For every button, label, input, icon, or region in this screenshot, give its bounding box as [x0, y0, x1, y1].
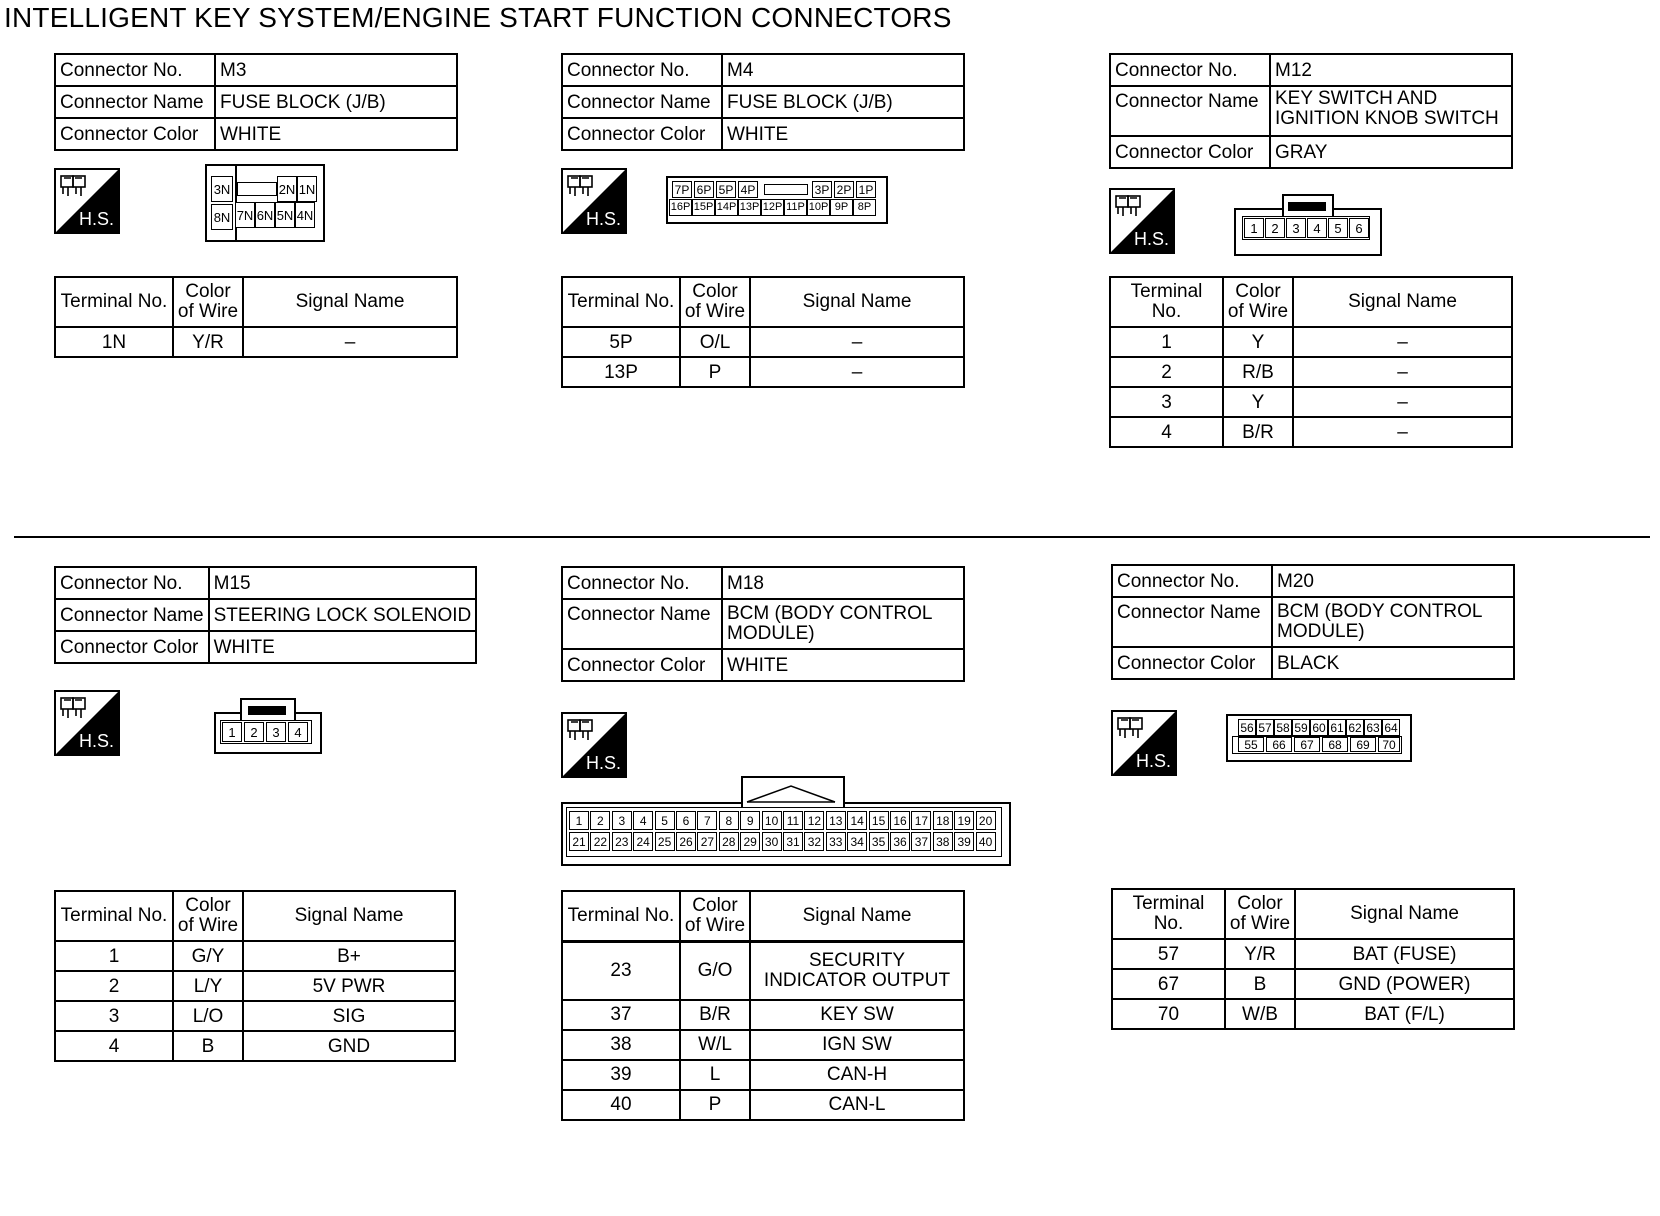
pin: 5P	[716, 181, 736, 198]
pin: 24	[633, 832, 653, 851]
hs-badge-m12	[1109, 188, 1175, 254]
connector-name-value: FUSE BLOCK (J/B)	[722, 86, 964, 118]
pin: 12P	[761, 199, 784, 216]
wire-color: Y/R	[173, 327, 243, 357]
hs-label: H.S.	[1133, 229, 1169, 249]
hs-label: H.S.	[78, 731, 114, 751]
table-row	[562, 1090, 964, 1120]
hs-label: H.S.	[1135, 751, 1171, 771]
wire-color: W/B	[1225, 999, 1295, 1029]
pin: 34	[847, 832, 867, 851]
connector-info-m15	[54, 566, 477, 664]
connector-no-label: Connector No.	[1112, 565, 1272, 597]
wire-color: Y/R	[1225, 939, 1295, 969]
pin: 69	[1350, 737, 1376, 752]
pin: 2	[244, 722, 264, 742]
pin: 29	[740, 832, 760, 851]
hs-badge-m3	[54, 168, 120, 234]
connector-info-m18	[561, 566, 965, 682]
terminal-table-m3	[54, 276, 458, 358]
connector-color-label: Connector Color	[1112, 647, 1272, 679]
pin: 38	[933, 832, 953, 851]
hs-badge-m4	[561, 168, 627, 234]
pin: 18	[933, 811, 953, 830]
pin: 4N	[295, 202, 315, 228]
latch	[248, 706, 286, 715]
signal-name: GND (POWER)	[1295, 969, 1514, 999]
table-row	[562, 1060, 964, 1090]
connector-no-value: M12	[1270, 54, 1512, 86]
signal-name: B+	[243, 941, 455, 971]
connector-face-m18	[561, 776, 1011, 866]
hs-badge-m20	[1111, 710, 1177, 776]
wire-color: L/Y	[173, 971, 243, 1001]
pin: 1P	[856, 181, 876, 198]
table-row	[562, 327, 964, 357]
pin: 6	[676, 811, 696, 830]
pin: 33	[826, 832, 846, 851]
latch-chevron	[745, 784, 837, 804]
pin: 36	[890, 832, 910, 851]
wire-color-header: Color of Wire	[173, 277, 243, 327]
pin: 12	[804, 811, 824, 830]
pin: 6P	[694, 181, 714, 198]
pin: 37	[911, 832, 931, 851]
hs-label: H.S.	[78, 209, 114, 229]
terminal-table-m4	[561, 276, 965, 388]
wire-color: G/O	[680, 941, 750, 1000]
signal-name: BAT (FUSE)	[1295, 939, 1514, 969]
connector-color-label: Connector Color	[55, 118, 215, 150]
pin: 66	[1266, 737, 1292, 752]
signal-name-header: Signal Name	[1293, 277, 1512, 327]
pin: 56	[1238, 719, 1256, 736]
pin: 20	[976, 811, 996, 830]
pin: 1	[222, 722, 242, 742]
pin: 4	[633, 811, 653, 830]
pin: 7P	[672, 181, 692, 198]
connector-name-label: Connector Name	[1110, 86, 1270, 136]
table-row	[55, 941, 455, 971]
table-row	[1112, 939, 1514, 969]
pin: 63	[1364, 719, 1382, 736]
signal-name-header: Signal Name	[1295, 889, 1514, 939]
terminal-no: 4	[1110, 417, 1223, 447]
hs-label: H.S.	[585, 753, 621, 773]
table-row	[562, 941, 964, 1000]
connector-face-m20	[1226, 714, 1412, 762]
pin: 5	[655, 811, 675, 830]
pin: 15P	[692, 199, 715, 216]
wire-color-header: Color of Wire	[680, 277, 750, 327]
terminal-no: 1	[1110, 327, 1223, 357]
signal-name: SECURITY INDICATOR OUTPUT	[750, 941, 964, 1000]
connector-info-m20	[1111, 564, 1515, 680]
table-row	[1110, 417, 1512, 447]
pin: 14P	[715, 199, 738, 216]
connector-info-m12	[1109, 53, 1513, 169]
pin: 57	[1256, 719, 1274, 736]
wire-color: G/Y	[173, 941, 243, 971]
terminal-no-header: Terminal No.	[1110, 277, 1223, 327]
connector-name-value: KEY SWITCH AND IGNITION KNOB SWITCH	[1270, 86, 1512, 136]
table-row	[1110, 357, 1512, 387]
pin: 8	[719, 811, 739, 830]
pin: 27	[697, 832, 717, 851]
terminal-no: 37	[562, 1000, 680, 1030]
pin: 31	[783, 832, 803, 851]
table-row	[562, 1030, 964, 1060]
terminal-no-header: Terminal No.	[55, 277, 173, 327]
wire-color: W/L	[680, 1030, 750, 1060]
table-row	[562, 357, 964, 387]
pin: 59	[1292, 719, 1310, 736]
pin: 1N	[297, 176, 317, 202]
connector-name-label: Connector Name	[55, 599, 209, 631]
pin: 16P	[669, 199, 692, 216]
pin: 26	[676, 832, 696, 851]
pin: 16	[890, 811, 910, 830]
page-title: INTELLIGENT KEY SYSTEM/ENGINE START FUNCTION CONNECTORS	[4, 2, 952, 33]
connector-no-value: M15	[209, 567, 477, 599]
connector-color-value: GRAY	[1270, 136, 1512, 168]
pin: 64	[1382, 719, 1400, 736]
connector-color-label: Connector Color	[55, 631, 209, 663]
wire-color: B/R	[680, 1000, 750, 1030]
table-row	[1110, 327, 1512, 357]
pin: 61	[1328, 719, 1346, 736]
signal-name: –	[750, 357, 964, 387]
connector-color-label: Connector Color	[562, 649, 722, 681]
table-row	[1112, 999, 1514, 1029]
wire-color: B/R	[1223, 417, 1293, 447]
terminal-no: 5P	[562, 327, 680, 357]
wire-color-header: Color of Wire	[173, 891, 243, 941]
table-row	[55, 1001, 455, 1031]
connector-face-m4	[666, 176, 888, 224]
pin: 28	[719, 832, 739, 851]
terminal-no: 4	[55, 1031, 173, 1061]
connector-face-m3	[205, 164, 325, 242]
wire-color: Y	[1223, 327, 1293, 357]
wire-color: B	[1225, 969, 1295, 999]
pin: 68	[1322, 737, 1348, 752]
pin: 14	[847, 811, 867, 830]
wire-color-header: Color of Wire	[680, 891, 750, 941]
table-row	[1112, 969, 1514, 999]
wire-color: P	[680, 357, 750, 387]
terminal-table-m12	[1109, 276, 1513, 448]
signal-name: BAT (F/L)	[1295, 999, 1514, 1029]
latch	[237, 182, 277, 196]
pin: 9P	[830, 199, 853, 216]
pin: 3P	[812, 181, 832, 198]
signal-name-header: Signal Name	[750, 891, 964, 941]
connector-color-value: WHITE	[722, 649, 964, 681]
pin: 21	[569, 832, 589, 851]
pin: 39	[954, 832, 974, 851]
terminal-no: 3	[55, 1001, 173, 1031]
pin: 32	[804, 832, 824, 851]
pin: 10P	[807, 199, 830, 216]
table-row	[562, 1000, 964, 1030]
connector-info-m3	[54, 53, 458, 151]
signal-name: –	[1293, 327, 1512, 357]
connector-no-value: M4	[722, 54, 964, 86]
pin: 19	[954, 811, 974, 830]
connector-no-value: M20	[1272, 565, 1514, 597]
connector-name-label: Connector Name	[55, 86, 215, 118]
terminal-no: 13P	[562, 357, 680, 387]
connector-color-value: BLACK	[1272, 647, 1514, 679]
signal-name: KEY SW	[750, 1000, 964, 1030]
signal-name-header: Signal Name	[243, 891, 455, 941]
pin: 13P	[738, 199, 761, 216]
pin: 7N	[235, 202, 255, 228]
table-row	[55, 1031, 455, 1061]
connector-name-value: BCM (BODY CONTROL MODULE)	[1272, 597, 1514, 647]
terminal-no: 40	[562, 1090, 680, 1120]
terminal-table-m20	[1111, 888, 1515, 1030]
hs-label: H.S.	[585, 209, 621, 229]
terminal-no: 57	[1112, 939, 1225, 969]
connector-info-m4	[561, 53, 965, 151]
connector-name-value: BCM (BODY CONTROL MODULE)	[722, 599, 964, 649]
signal-name: –	[750, 327, 964, 357]
signal-name: SIG	[243, 1001, 455, 1031]
terminal-table-m15	[54, 890, 456, 1062]
wire-color: O/L	[680, 327, 750, 357]
pin: 6	[1349, 218, 1369, 238]
table-row	[1110, 387, 1512, 417]
terminal-no: 23	[562, 941, 680, 1000]
pin: 5N	[275, 202, 295, 228]
pin: 62	[1346, 719, 1364, 736]
connector-no-label: Connector No.	[1110, 54, 1270, 86]
pin: 1	[1244, 218, 1264, 238]
connector-color-value: WHITE	[722, 118, 964, 150]
pin: 40	[976, 832, 996, 851]
signal-name: –	[1293, 387, 1512, 417]
terminal-table-m18	[561, 890, 965, 1121]
pin: 55	[1238, 737, 1264, 752]
pin: 70	[1378, 737, 1400, 752]
connector-no-label: Connector No.	[562, 567, 722, 599]
terminal-no-header: Terminal No.	[562, 891, 680, 941]
connector-no-label: Connector No.	[55, 54, 215, 86]
wire-color-header: Color of Wire	[1223, 277, 1293, 327]
pin: 3	[1286, 218, 1306, 238]
terminal-no: 2	[1110, 357, 1223, 387]
wire-color: R/B	[1223, 357, 1293, 387]
pin: 11P	[784, 199, 807, 216]
signal-name-header: Signal Name	[243, 277, 457, 327]
pin: 3N	[211, 176, 233, 202]
pin: 5	[1328, 218, 1348, 238]
signal-name: –	[1293, 417, 1512, 447]
connector-color-value: WHITE	[209, 631, 477, 663]
connector-name-label: Connector Name	[562, 599, 722, 649]
pin: 35	[869, 832, 889, 851]
pin: 58	[1274, 719, 1292, 736]
pin: 8N	[211, 204, 233, 230]
connector-name-value: STEERING LOCK SOLENOID	[209, 599, 477, 631]
connector-no-value: M18	[722, 567, 964, 599]
pin: 3	[266, 722, 286, 742]
pin: 4P	[738, 181, 758, 198]
pin: 4	[288, 722, 308, 742]
pin: 13	[826, 811, 846, 830]
table-row	[55, 971, 455, 1001]
hs-badge-m15	[54, 690, 120, 756]
signal-name: GND	[243, 1031, 455, 1061]
terminal-no-header: Terminal No.	[1112, 889, 1225, 939]
pin: 9	[740, 811, 760, 830]
pin: 22	[590, 832, 610, 851]
wire-color: P	[680, 1090, 750, 1120]
connector-no-label: Connector No.	[562, 54, 722, 86]
wire-color: Y	[1223, 387, 1293, 417]
pin: 6N	[255, 202, 275, 228]
terminal-no-header: Terminal No.	[55, 891, 173, 941]
table-row	[55, 327, 457, 357]
connector-face-m15	[214, 698, 322, 754]
connector-no-value: M3	[215, 54, 457, 86]
terminal-no: 38	[562, 1030, 680, 1060]
pin: 67	[1294, 737, 1320, 752]
pin: 15	[869, 811, 889, 830]
terminal-no: 1	[55, 941, 173, 971]
pin: 3	[612, 811, 632, 830]
hs-badge-m18	[561, 712, 627, 778]
wire-color: B	[173, 1031, 243, 1061]
connector-name-value: FUSE BLOCK (J/B)	[215, 86, 457, 118]
connector-no-label: Connector No.	[55, 567, 209, 599]
signal-name: –	[1293, 357, 1512, 387]
signal-name: CAN-L	[750, 1090, 964, 1120]
pin: 1	[569, 811, 589, 830]
latch	[1288, 202, 1326, 211]
terminal-no-header: Terminal No.	[562, 277, 680, 327]
pin: 10	[762, 811, 782, 830]
signal-name: –	[243, 327, 457, 357]
pin: 2N	[277, 176, 297, 202]
wire-color: L/O	[173, 1001, 243, 1031]
signal-name: IGN SW	[750, 1030, 964, 1060]
signal-name-header: Signal Name	[750, 277, 964, 327]
connector-color-label: Connector Color	[562, 118, 722, 150]
wire-color-header: Color of Wire	[1225, 889, 1295, 939]
connector-color-value: WHITE	[215, 118, 457, 150]
pin: 23	[612, 832, 632, 851]
section-divider	[14, 536, 1650, 538]
signal-name: 5V PWR	[243, 971, 455, 1001]
pin: 60	[1310, 719, 1328, 736]
signal-name: CAN-H	[750, 1060, 964, 1090]
terminal-no: 3	[1110, 387, 1223, 417]
pin: 17	[911, 811, 931, 830]
terminal-no: 70	[1112, 999, 1225, 1029]
pin: 7	[697, 811, 717, 830]
terminal-no: 1N	[55, 327, 173, 357]
pin: 8P	[853, 199, 876, 216]
pin: 25	[655, 832, 675, 851]
connector-face-m12	[1234, 194, 1382, 256]
terminal-no: 67	[1112, 969, 1225, 999]
pin: 11	[783, 811, 803, 830]
pin: 2	[1265, 218, 1285, 238]
pin: 2P	[834, 181, 854, 198]
pin: 4	[1307, 218, 1327, 238]
connector-color-label: Connector Color	[1110, 136, 1270, 168]
latch	[764, 184, 808, 195]
pin: 2	[590, 811, 610, 830]
connector-name-label: Connector Name	[562, 86, 722, 118]
terminal-no: 2	[55, 971, 173, 1001]
terminal-no: 39	[562, 1060, 680, 1090]
connector-name-label: Connector Name	[1112, 597, 1272, 647]
pin: 30	[762, 832, 782, 851]
wire-color: L	[680, 1060, 750, 1090]
